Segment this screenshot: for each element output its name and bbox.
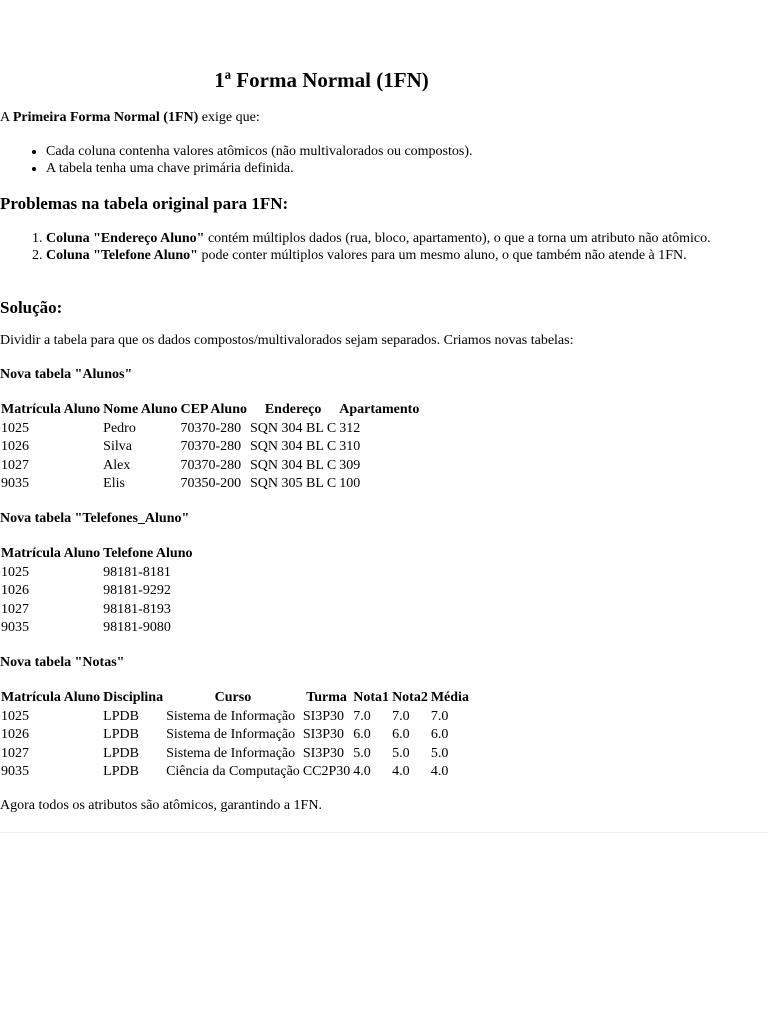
solution-heading: Solução: — [0, 298, 63, 317]
problem-item — [46, 247, 768, 264]
table-cell: Ciência da Computação — [166, 764, 300, 780]
column-header: Apartamento — [339, 402, 420, 417]
table-cell: 70370-280 — [180, 457, 242, 473]
table-row — [0, 438, 421, 457]
problem-bold: Coluna "Telefone Aluno" — [46, 248, 198, 263]
table-cell: 6.0 — [430, 727, 449, 743]
table-cell: SQN 304 BL C — [250, 457, 337, 473]
column-header: Matrícula Aluno — [1, 402, 101, 417]
alunos-table-heading: Nova tabela "Alunos" — [0, 367, 133, 382]
table-row — [0, 601, 195, 620]
table-cell: SI3P30 — [302, 727, 345, 743]
table-cell: 4.0 — [353, 764, 371, 780]
table-cell: 98181-8181 — [103, 564, 171, 580]
notas-table-heading: Nova tabela "Notas" — [0, 655, 125, 670]
problem-text: pode conter múltiplos valores para um mesmo aluno, o que também não atende à 1FN. — [197, 248, 687, 263]
table-cell: 9035 — [1, 620, 29, 636]
table-cell: Sistema de Informação — [166, 727, 296, 743]
table-row — [0, 745, 471, 764]
table-cell: SQN 305 BL C — [250, 476, 337, 492]
table-cell: SQN 304 BL C — [250, 439, 337, 455]
column-header: Média — [430, 690, 469, 705]
table-cell: SQN 304 BL C — [250, 420, 337, 436]
table-cell: 9035 — [1, 476, 29, 492]
column-header: Nota2 — [392, 690, 428, 705]
telefones-table — [0, 545, 195, 638]
requirement-item: • Cada coluna contenha valores atômicos (não multivalorados ou compostos). — [46, 143, 473, 160]
table-cell: 5.0 — [392, 745, 410, 761]
table-cell: 9035 — [1, 764, 29, 780]
divider — [0, 832, 768, 833]
table-header-row — [0, 401, 421, 420]
table-row — [0, 763, 471, 782]
telefones-table-heading: Nova tabela "Telefones_Aluno" — [0, 511, 190, 526]
table-cell: 1027 — [1, 601, 29, 617]
table-cell: 309 — [339, 457, 361, 473]
table-cell: LPDB — [103, 745, 139, 761]
table-cell: 5.0 — [353, 745, 371, 761]
table-cell: 7.0 — [353, 708, 371, 724]
table-cell: Silva — [103, 439, 132, 455]
table-cell: LPDB — [103, 727, 139, 743]
table-cell: 98181-8193 — [103, 601, 171, 617]
column-header: Disciplina — [103, 690, 164, 705]
column-header: Telefone Aluno — [103, 546, 193, 561]
requirement-item: • A tabela tenha uma chave primária definida. — [46, 160, 473, 177]
table-row — [0, 475, 421, 494]
table-cell: 1026 — [1, 727, 29, 743]
table-cell: 1027 — [1, 457, 29, 473]
table-cell: 98181-9080 — [103, 620, 171, 636]
table-cell: 70370-280 — [180, 420, 242, 436]
table-row — [0, 619, 195, 638]
intro-paragraph — [0, 110, 260, 127]
notas-table — [0, 689, 471, 782]
column-header: Nota1 — [353, 690, 390, 705]
problem-bold: Coluna "Endereço Aluno" — [46, 231, 205, 246]
problem-item — [46, 230, 768, 247]
table-cell: 312 — [339, 420, 361, 436]
problem-text: contém múltiplos dados (rua, bloco, apartamento), o que a torna um atributo não atômico. — [204, 231, 711, 246]
table-row — [0, 457, 421, 476]
page-title: 1ª Forma Normal (1FN) — [214, 68, 429, 92]
intro-prefix: A — [0, 110, 13, 125]
table-header-row — [0, 545, 195, 564]
table-row — [0, 708, 471, 727]
table-cell: 1026 — [1, 439, 29, 455]
table-cell: Sistema de Informação — [166, 708, 296, 724]
table-cell: 1026 — [1, 583, 29, 599]
column-header: Matrícula Aluno — [1, 690, 101, 705]
table-row — [0, 726, 471, 745]
table-cell: 310 — [339, 439, 361, 455]
table-cell: 7.0 — [430, 708, 449, 724]
table-cell: 6.0 — [353, 727, 371, 743]
intro-suffix: exige que: — [198, 110, 260, 125]
column-header: Turma — [306, 690, 347, 705]
solution-text: Dividir a tabela para que os dados compostos/multivalorados sejam separados. Criamos novas tabelas: — [0, 333, 574, 348]
table-header-row — [0, 689, 471, 708]
table-cell: 4.0 — [392, 764, 410, 780]
alunos-table — [0, 401, 421, 494]
column-header: CEP Aluno — [180, 402, 247, 417]
table-cell: 4.0 — [430, 764, 449, 780]
table-cell: 1025 — [1, 708, 29, 724]
table-cell: SI3P30 — [302, 708, 345, 724]
table-cell: 1027 — [1, 745, 29, 761]
table-cell: Elis — [103, 476, 125, 492]
table-row — [0, 582, 195, 601]
table-cell: CC2P30 — [302, 764, 351, 780]
table-row — [0, 564, 195, 583]
table-cell: LPDB — [103, 708, 139, 724]
table-cell: SI3P30 — [302, 745, 345, 761]
table-cell: 5.0 — [430, 745, 449, 761]
table-cell: 70370-280 — [180, 439, 242, 455]
table-cell: Pedro — [103, 420, 136, 436]
table-cell: 70350-200 — [180, 476, 242, 492]
intro-bold: Primeira Forma Normal (1FN) — [12, 110, 199, 125]
problems-list — [0, 230, 768, 264]
column-header: Matrícula Aluno — [1, 546, 101, 561]
table-cell: 6.0 — [392, 727, 410, 743]
table-cell: 1025 — [1, 564, 29, 580]
column-header: Endereço — [264, 402, 322, 417]
requirements-list — [0, 143, 473, 177]
table-row — [0, 420, 421, 439]
column-header: Curso — [214, 690, 252, 705]
table-cell: Alex — [103, 457, 131, 473]
table-cell: LPDB — [103, 764, 139, 780]
table-cell: 100 — [339, 476, 361, 492]
table-cell: 7.0 — [392, 708, 410, 724]
table-cell: Sistema de Informação — [166, 745, 296, 761]
conclusion-text: Agora todos os atributos são atômicos, garantindo a 1FN. — [0, 798, 322, 813]
problems-heading: Problemas na tabela original para 1FN: — [0, 194, 289, 213]
column-header: Nome Aluno — [103, 402, 178, 417]
table-cell: 98181-9292 — [103, 583, 171, 599]
table-cell: 1025 — [1, 420, 29, 436]
